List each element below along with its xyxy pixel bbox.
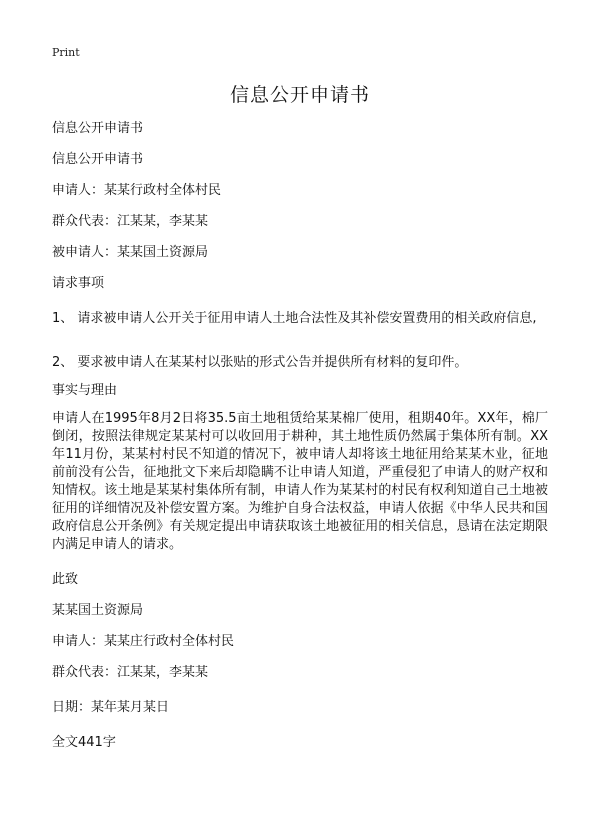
representatives-signature-line: 群众代表：江某某，李某某 <box>52 665 209 680</box>
applicant-line: 申请人：某某行政村全体村民 <box>52 183 222 198</box>
request-item-2: 2、 要求被申请人在某某村以张贴的形式公告并提供所有材料的复印件。 <box>52 355 468 370</box>
representatives-line: 群众代表：江某某，李某某 <box>52 214 209 229</box>
requests-heading: 请求事项 <box>52 276 105 291</box>
date-line: 日期：某年某月某日 <box>52 700 170 715</box>
heading-line-1: 信息公开申请书 <box>52 121 144 136</box>
recipient-line: 某某国土资源局 <box>52 603 144 618</box>
respondent-line: 被申请人：某某国土资源局 <box>52 245 209 260</box>
applicant-signature-line: 申请人：某某庄行政村全体村民 <box>52 634 235 649</box>
heading-line-2: 信息公开申请书 <box>52 152 144 167</box>
document-title: 信息公开申请书 <box>229 84 370 106</box>
closing-line: 此致 <box>52 572 79 587</box>
facts-paragraph: 申请人在1995年8月2日将35.5亩土地租赁给某某棉厂使用，租期40年。XX年，棉厂倒闭，按照法律规定某某村可以收回用于耕种，其土地性质仍然属于集体所有制。XX年11月份，某某村村民不知道的情况下，被申请人却将该土地征用给某某木业，征地前前没有公告，征地批文下来后却隐瞒不让申请人知道，严重侵犯了申请人的财产权和知情权。该土地是某某村集体所有制，申请人作为某某村的村民有权利知道自己土地被征用的详细情况及补偿安置方案。为维护自身合法权益，申请人依据《中华人民共和国政府信息公开条例》有关规定提出申请获取该土地被征用的相关信息，恳请在法定期限内满足申请人的请求。 <box>52 411 548 552</box>
request-item-1: 1、 请求被申请人公开关于征用申请人土地合法性及其补偿安置费用的相关政府信息, <box>52 311 537 326</box>
print-link[interactable]: Print <box>52 46 80 59</box>
facts-heading: 事实与理由 <box>52 383 118 398</box>
word-count-line: 全文441字 <box>52 735 116 750</box>
